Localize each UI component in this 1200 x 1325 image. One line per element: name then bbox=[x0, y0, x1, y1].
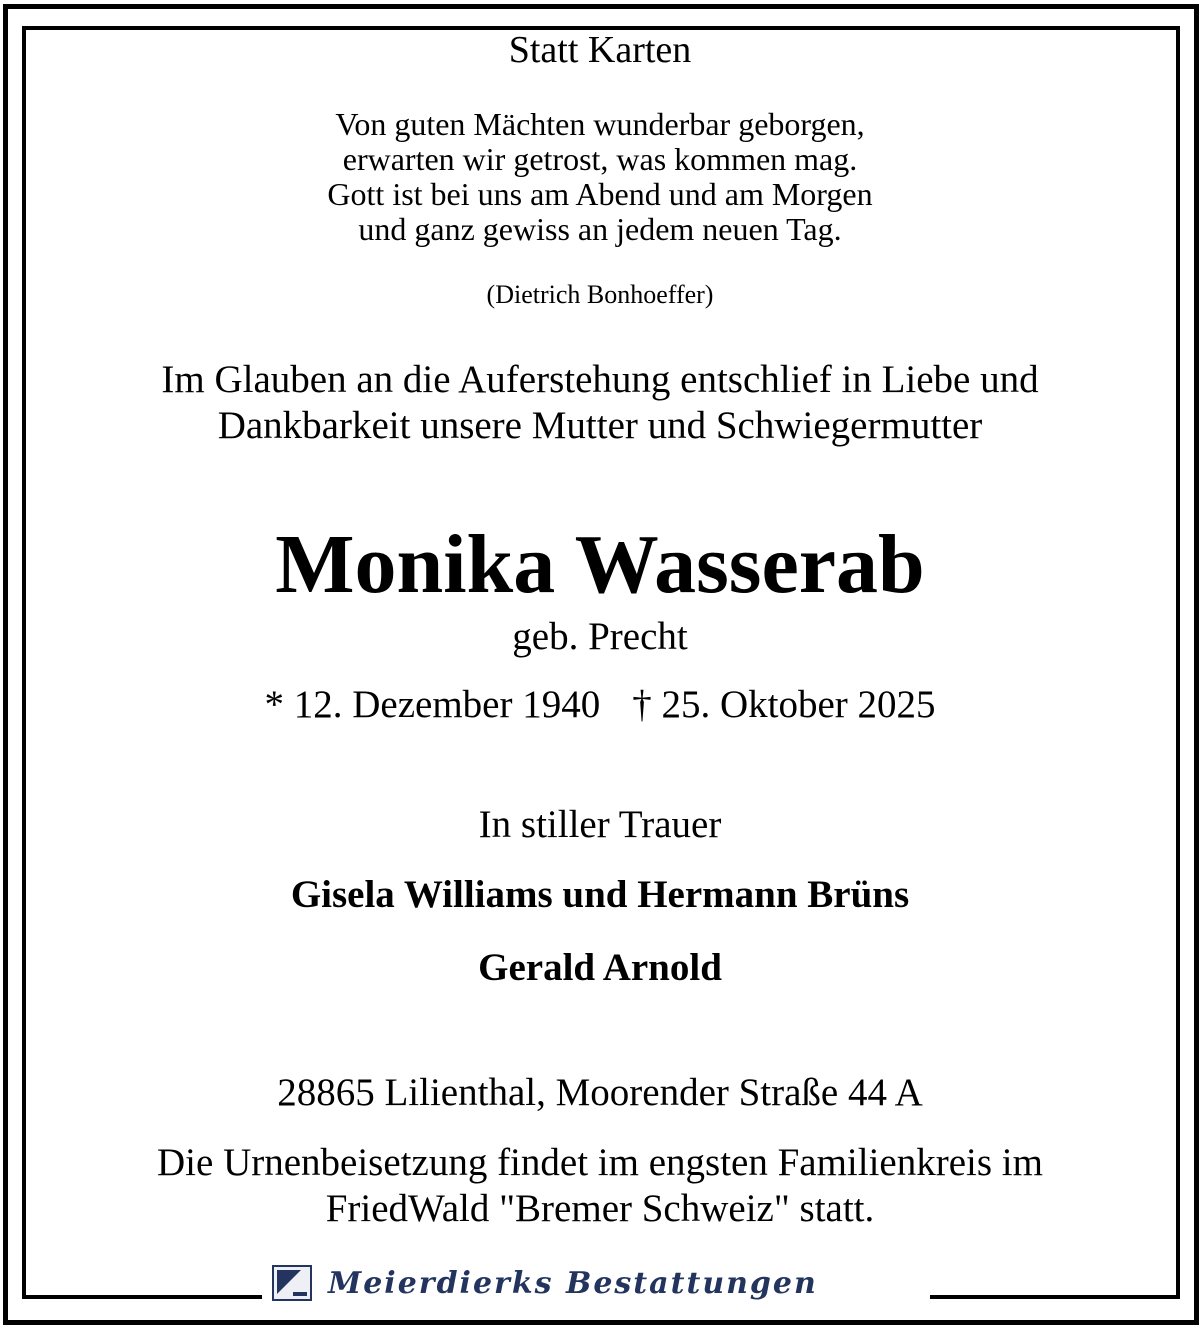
poem-line: Von guten Mächten wunderbar geborgen, bbox=[335, 106, 865, 142]
burial-note bbox=[0, 1140, 1200, 1232]
intro-line: Im Glauben an die Auferstehung entschlief in Liebe und bbox=[161, 358, 1039, 401]
intro-text bbox=[0, 357, 1200, 449]
deceased-name: Monika Wasserab bbox=[275, 518, 925, 611]
mourner-name: Gerald Arnold bbox=[478, 946, 722, 989]
death-date: † 25. Oktober 2025 bbox=[632, 683, 936, 726]
mourning-line: In stiller Trauer bbox=[478, 803, 722, 846]
poem bbox=[0, 107, 1200, 247]
poem-source: (Dietrich Bonhoeffer) bbox=[486, 280, 714, 309]
poem-line: und ganz gewiss an jedem neuen Tag. bbox=[358, 211, 842, 247]
heading-statt-karten: Statt Karten bbox=[508, 29, 692, 71]
funeral-home-name: Meierdierks Bestattungen bbox=[328, 1265, 818, 1301]
intro-line: Dankbarkeit unsere Mutter und Schwiegermutter bbox=[217, 404, 983, 447]
poem-line: Gott ist bei uns am Abend und am Morgen bbox=[327, 176, 873, 212]
burial-note-line: FriedWald "Bremer Schweiz" statt. bbox=[325, 1187, 875, 1230]
birth-date: * 12. Dezember 1940 bbox=[264, 683, 601, 726]
mourner-name: Gisela Williams und Hermann Brüns bbox=[290, 873, 910, 916]
funeral-home-logo bbox=[262, 1255, 930, 1311]
life-dates bbox=[0, 683, 1200, 727]
birth-name: geb. Precht bbox=[512, 615, 688, 658]
address: 28865 Lilienthal, Moorender Straße 44 A bbox=[277, 1071, 923, 1114]
funeral-home-logo-icon bbox=[272, 1265, 312, 1301]
burial-note-line: Die Urnenbeisetzung findet im engsten Familienkreis im bbox=[157, 1141, 1043, 1184]
poem-line: erwarten wir getrost, was kommen mag. bbox=[342, 141, 858, 177]
